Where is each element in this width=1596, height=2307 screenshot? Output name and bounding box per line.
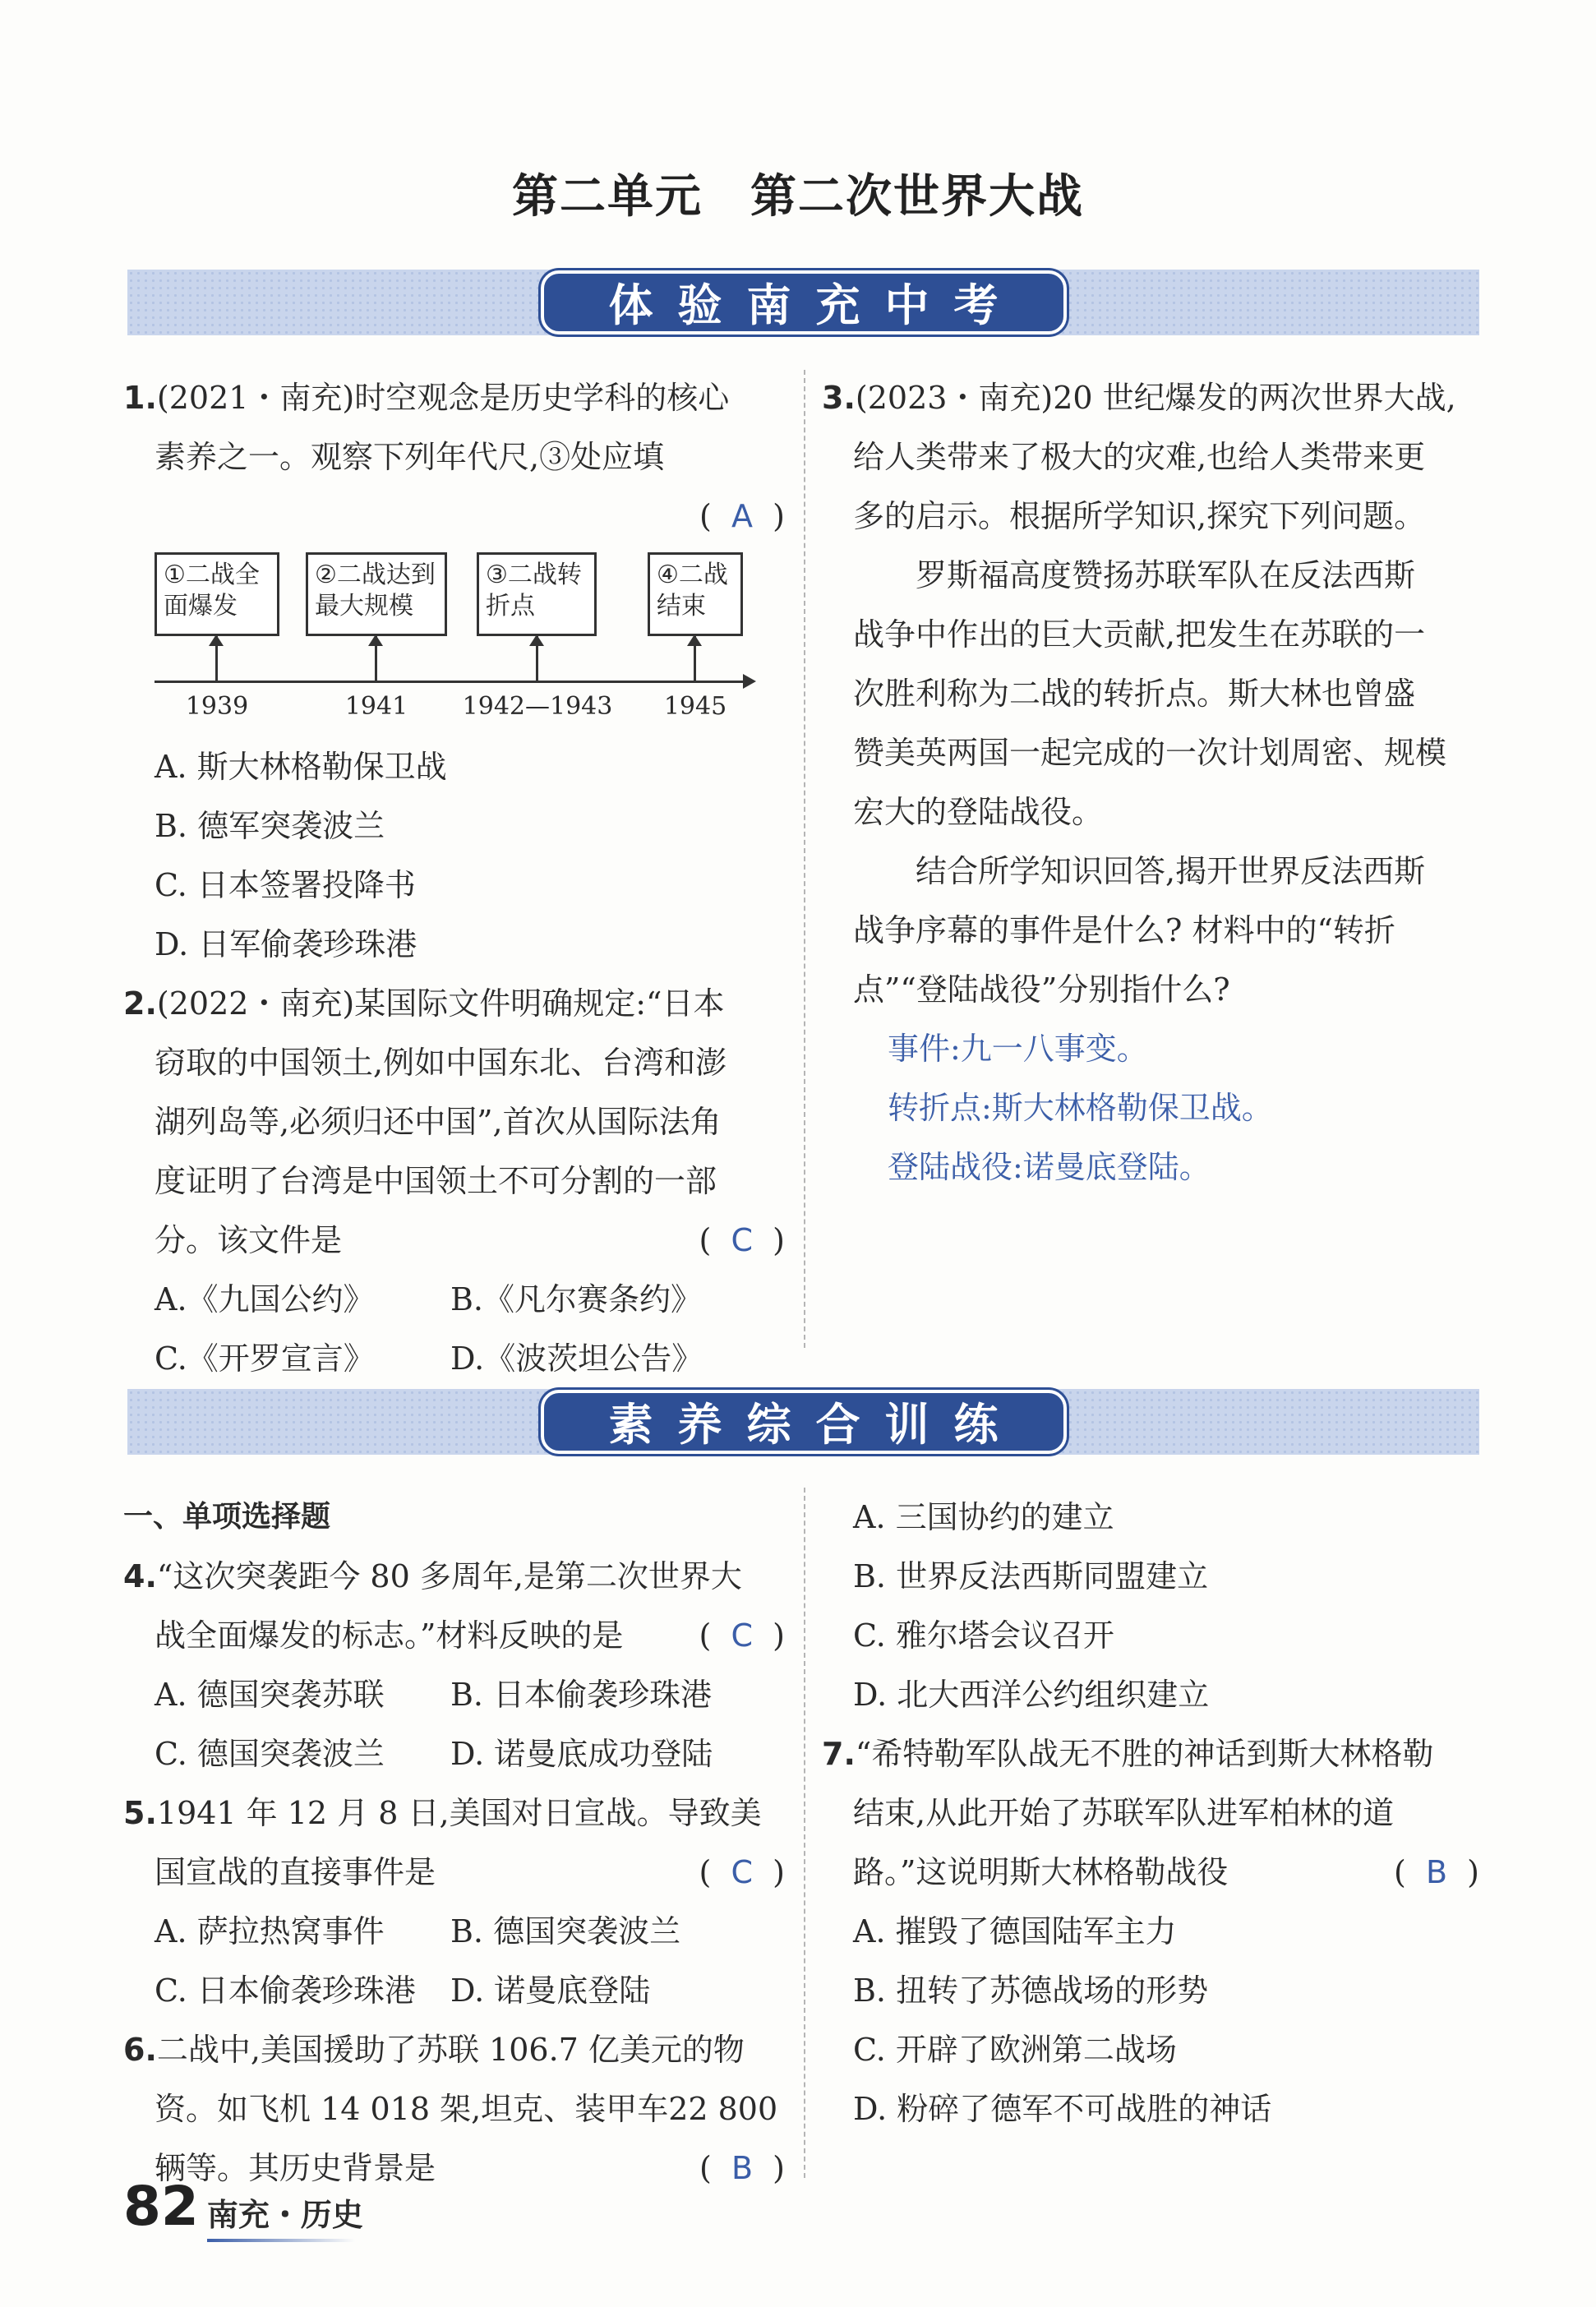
timeline-box-3	[477, 552, 597, 636]
question-text: 窃取的中国领土,例如中国东北、台湾和澎	[155, 1045, 727, 1081]
timeline-box-line: ④二战	[657, 561, 728, 589]
timeline-year: 1945	[663, 692, 727, 721]
section-banner-exam	[127, 270, 1479, 335]
question-text: 战全面爆发的标志。”材料反映的是	[155, 1617, 624, 1654]
question-number: 4.	[123, 1558, 157, 1594]
question-text: (2022・南充)某国际文件明确规定:“日本	[156, 985, 725, 1022]
option-c: C. 开辟了欧洲第二战场	[853, 2032, 1177, 2068]
left-column-top	[123, 368, 785, 1388]
material-line: 宏大的登陆战役。	[853, 794, 1104, 830]
option-a: A. 斯大林格勒保卫战	[155, 749, 447, 785]
question-text: 国宣战的直接事件是	[155, 1854, 436, 1890]
option-c: C. 日本偷袭珍珠港	[155, 1972, 416, 2009]
question-text: 二战中,美国援助了苏联 106.7 亿美元的物	[156, 2032, 745, 2068]
material-line: 次胜利称为二战的转折点。斯大林也曾盛	[853, 676, 1416, 712]
option-d: D. 诺曼底登陆	[450, 1972, 651, 2009]
timeline-box-line: 最大规模	[315, 592, 413, 621]
question-text: 辆等。其历史背景是	[155, 2150, 436, 2186]
question-2	[123, 974, 785, 1033]
answer-bracket: ( B )	[699, 2150, 785, 2186]
question-number: 2.	[123, 985, 157, 1022]
option-d: D.《波茨坦公告》	[450, 1340, 703, 1377]
footer-label: 南充・历史	[207, 2194, 363, 2235]
arrow-up-icon	[375, 636, 377, 681]
option-c: C. 雅尔塔会议召开	[853, 1617, 1114, 1654]
timeline-box-2	[306, 552, 447, 636]
timeline-diagram	[155, 552, 785, 737]
timeline-year: 1941	[344, 692, 408, 721]
material-line: 罗斯福高度赞扬苏联军队在反法西斯	[916, 557, 1416, 593]
answer-value: C	[731, 1617, 754, 1654]
arrow-up-icon	[536, 636, 538, 681]
answer-event: 事件:九一八事变。	[888, 1031, 1148, 1067]
question-text: (2023・南充)20 世纪爆发的两次世界大战,	[855, 380, 1456, 416]
option-b: B. 德国突袭波兰	[450, 1913, 681, 1949]
question-number: 7.	[822, 1736, 856, 1772]
answer-bracket: ( C )	[699, 1854, 785, 1890]
page-title: 第二单元 第二次世界大战	[512, 169, 1084, 224]
question-7	[822, 1724, 1479, 1783]
option-b: B. 德军突袭波兰	[155, 808, 385, 844]
question-1	[123, 368, 785, 427]
option-d: D. 日军偷袭珍珠港	[155, 926, 417, 962]
timeline-box-4	[648, 552, 743, 636]
timeline-year: 1939	[185, 692, 249, 721]
option-a: A.《九国公约》	[155, 1281, 375, 1317]
option-a: A. 德国突袭苏联	[155, 1677, 385, 1713]
timeline-box-line: 结束	[657, 592, 706, 621]
banner-title: 素养综合训练	[541, 1390, 1067, 1454]
timeline-axis	[155, 681, 746, 683]
answer-bracket: ( C )	[699, 1222, 785, 1258]
option-a: A. 三国协约的建立	[853, 1499, 1114, 1535]
question-5	[123, 1783, 785, 1843]
material-passage	[822, 546, 1479, 842]
timeline-box-line: 折点	[486, 592, 535, 621]
right-column-top	[822, 368, 1479, 1197]
question-text: 资。如飞机 14 018 架,坦克、装甲车22 800	[155, 2091, 778, 2127]
question-text: (2021・南充)时空观念是历史学科的核心	[156, 380, 730, 416]
question-text: 给人类带来了极大的灾难,也给人类带来更	[853, 439, 1426, 475]
question-text: 结束,从此开始了苏联军队进军柏林的道	[853, 1795, 1395, 1831]
option-b: B.《凡尔赛条约》	[450, 1281, 703, 1317]
question-number: 1.	[123, 380, 157, 416]
timeline-box-1	[155, 552, 279, 636]
timeline-box-line: 面爆发	[164, 592, 238, 621]
timeline-year: 1942—1943	[462, 692, 613, 721]
question-prompt	[822, 842, 1479, 1019]
question-text: “希特勒军队战无不胜的神话到斯大林格勒	[855, 1736, 1434, 1772]
timeline-box-line: ①二战全	[164, 561, 260, 589]
option-c: C. 日本签署投降书	[155, 867, 416, 903]
prompt-line: 战争序幕的事件是什么? 材料中的“转折	[853, 912, 1395, 948]
question-text: 多的启示。根据所学知识,探究下列问题。	[853, 498, 1426, 534]
option-b: B. 日本偷袭珍珠港	[450, 1677, 713, 1713]
question-number: 6.	[123, 2032, 157, 2068]
question-6	[123, 2020, 785, 2079]
option-d: D. 诺曼底成功登陆	[450, 1736, 713, 1772]
answer-value: C	[731, 1222, 754, 1258]
right-column-bottom	[822, 1488, 1479, 2139]
option-a: A. 萨拉热窝事件	[155, 1913, 385, 1949]
section-banner-training	[127, 1389, 1479, 1455]
option-b: B. 世界反法西斯同盟建立	[853, 1558, 1209, 1594]
left-column-bottom	[123, 1488, 785, 2198]
prompt-line: 点”“登陆战役”分别指什么?	[853, 971, 1230, 1008]
option-c: C. 德国突袭波兰	[155, 1736, 385, 1772]
answer-turning-point: 转折点:斯大林格勒保卫战。	[888, 1090, 1273, 1126]
question-number: 5.	[123, 1795, 157, 1831]
prompt-line: 结合所学知识回答,揭开世界反法西斯	[916, 853, 1426, 889]
question-text: 路。”这说明斯大林格勒战役	[853, 1854, 1229, 1890]
question-text: 1941 年 12 月 8 日,美国对日宣战。导致美	[156, 1795, 762, 1831]
banner-title: 体验南充中考	[541, 270, 1067, 335]
answer-bracket: ( C )	[699, 1617, 785, 1654]
question-4	[123, 1547, 785, 1606]
material-line: 赞美英两国一起完成的一次计划周密、规模	[853, 735, 1447, 771]
column-divider	[804, 370, 805, 1348]
question-text: 分。该文件是	[155, 1222, 343, 1258]
answer-value: B	[731, 2150, 754, 2186]
question-text: 素养之一。观察下列年代尺,③处应填	[155, 439, 665, 475]
answer-value: C	[731, 1854, 754, 1890]
question-3	[822, 368, 1479, 427]
question-text: 度证明了台湾是中国领土不可分割的一部	[155, 1163, 717, 1199]
answer-bracket: ( A )	[699, 498, 785, 534]
arrow-up-icon	[694, 636, 696, 681]
answer-value: B	[1425, 1854, 1448, 1890]
timeline-box-line: ③二战转	[486, 561, 582, 589]
page-number: 82	[123, 2175, 199, 2238]
question-text: 湖列岛等,必须归还中国”,首次从国际法角	[155, 1104, 722, 1140]
column-divider	[804, 1488, 805, 2178]
timeline-box-line: ②二战达到	[315, 561, 436, 589]
page-footer	[123, 2175, 363, 2238]
question-number: 3.	[822, 380, 856, 416]
question-text: “这次突袭距今 80 多周年,是第二次世界大	[156, 1558, 742, 1594]
arrow-up-icon	[215, 636, 218, 681]
material-line: 战争中作出的巨大贡献,把发生在苏联的一	[853, 616, 1426, 653]
option-d: D. 粉碎了德军不可战胜的神话	[853, 2091, 1272, 2127]
option-a: A. 摧毁了德国陆军主力	[853, 1913, 1177, 1949]
answer-landing: 登陆战役:诺曼底登陆。	[888, 1149, 1211, 1185]
option-c: C.《开罗宣言》	[155, 1340, 375, 1377]
answer-value: A	[731, 498, 754, 534]
option-d: D. 北大西洋公约组织建立	[853, 1677, 1210, 1713]
answer-bracket: ( B )	[1393, 1854, 1479, 1890]
section-heading: 一、单项选择题	[123, 1500, 331, 1534]
option-b: B. 扭转了苏德战场的形势	[853, 1972, 1209, 2009]
